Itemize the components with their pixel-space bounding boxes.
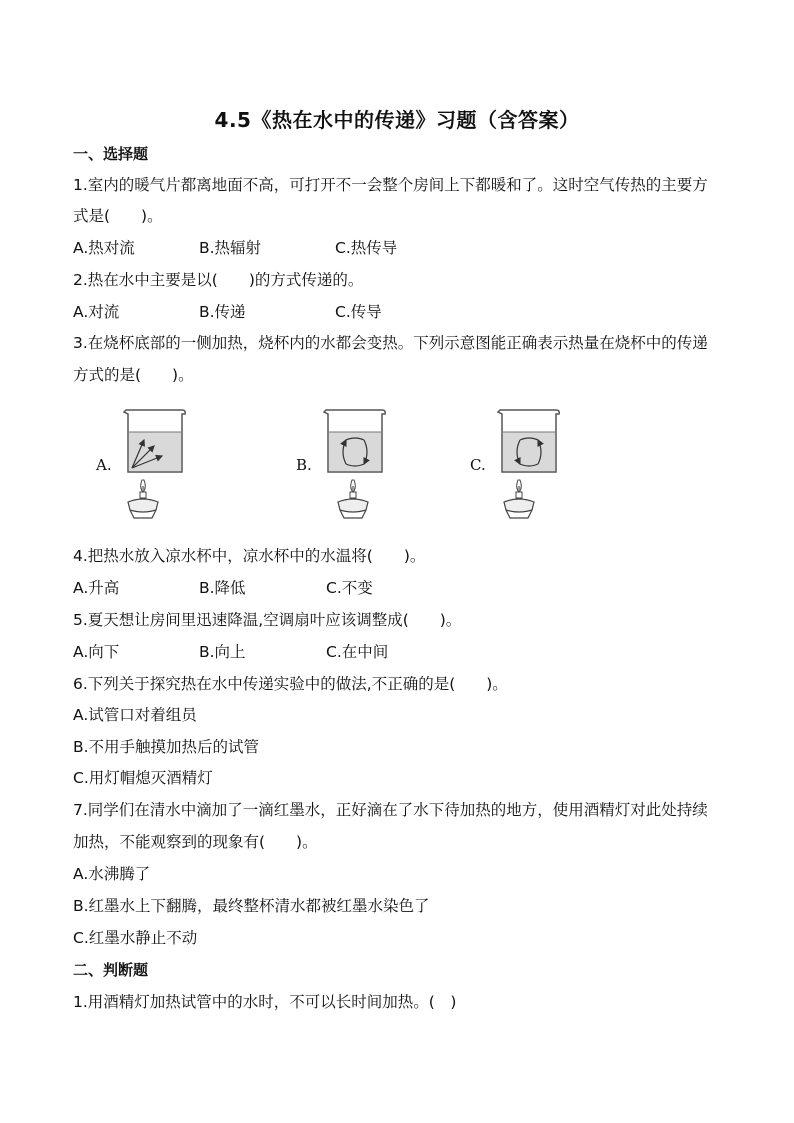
question-5-option-b: B.向上: [199, 643, 246, 661]
beaker-b-illustration: [296, 410, 385, 518]
question-6-option-b: B.不用手触摸加热后的试管: [73, 738, 260, 756]
judgement-1-text: 1.用酒精灯加热试管中的水时，不可以长时间加热。( ): [73, 993, 457, 1011]
question-3-text-line-1: 3.在烧杯底部的一侧加热，烧杯内的水都会变热。下列示意图能正确表示热量在烧杯中的传递: [73, 334, 708, 352]
figure-label-b: B.: [296, 456, 312, 474]
question-1-option-a: A.热对流: [73, 239, 135, 257]
section-heading-multiple-choice: 一、选择题: [73, 145, 149, 163]
page-title: 4.5《热在水中的传递》习题（含答案）: [214, 108, 580, 132]
question-5-text: 5.夏天想让房间里迅速降温,空调扇叶应该调整成( )。: [73, 611, 462, 629]
question-4-option-a: A.升高: [73, 579, 120, 597]
question-5-option-c: C.在中间: [326, 643, 389, 661]
question-7-option-c: C.红墨水静止不动: [73, 929, 198, 947]
figure-label-a: A.: [96, 456, 112, 474]
question-4-option-c: C.不变: [326, 579, 373, 597]
question-1-text-line-2: 式是( )。: [73, 207, 163, 225]
question-6-option-c: C.用灯帽熄灭酒精灯: [73, 769, 213, 787]
beaker-diagram-svg: [90, 402, 650, 527]
question-7-text-line-2: 加热，不能观察到的现象有( )。: [73, 833, 318, 851]
beaker-diagram-figure: [90, 402, 650, 527]
question-4-text: 4.把热水放入凉水杯中，凉水杯中的水温将( )。: [73, 547, 426, 565]
section-heading-true-false: 二、判断题: [73, 961, 149, 979]
question-1-option-c: C.热传导: [335, 239, 398, 257]
question-5-option-a: A.向下: [73, 643, 120, 661]
question-2-option-b: B.传递: [199, 303, 246, 321]
question-1-option-b: B.热辐射: [199, 239, 262, 257]
question-2-text: 2.热在水中主要是以( )的方式传递的。: [73, 271, 364, 289]
question-6-text: 6.下列关于探究热在水中传递实验中的做法,不正确的是( )。: [73, 675, 508, 693]
figure-label-c: C.: [470, 456, 486, 474]
question-7-option-a: A.水沸腾了: [73, 865, 151, 883]
question-2-option-a: A.对流: [73, 303, 120, 321]
question-1-text-line-1: 1.室内的暖气片都离地面不高，可打开不一会整个房间上下都暖和了。这时空气传热的主要方: [73, 176, 708, 194]
question-4-option-b: B.降低: [199, 579, 246, 597]
question-7-option-b: B.红墨水上下翻腾，最终整杯清水都被红墨水染色了: [73, 897, 430, 915]
question-6-option-a: A.试管口对着组员: [73, 706, 197, 724]
question-2-option-c: C.传导: [335, 303, 382, 321]
question-7-text-line-1: 7.同学们在清水中滴加了一滴红墨水，正好滴在了水下待加热的地方，使用酒精灯对此处持续: [73, 801, 708, 819]
question-3-text-line-2: 方式的是( )。: [73, 366, 194, 384]
beaker-a-illustration: [95, 410, 185, 518]
beaker-c-illustration: [470, 410, 559, 518]
